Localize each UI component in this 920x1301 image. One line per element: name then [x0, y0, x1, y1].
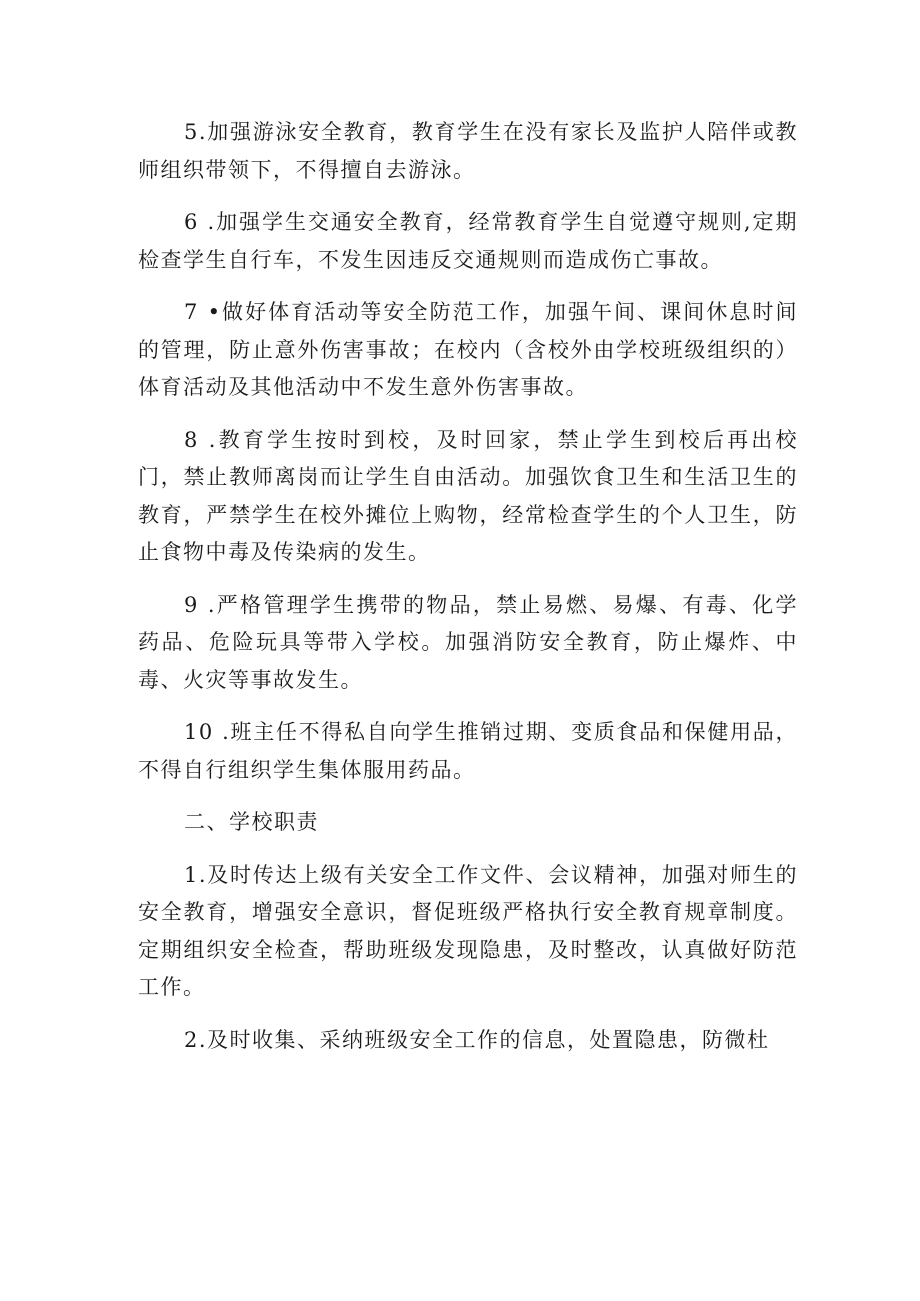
paragraph-safety-information: 2.及时收集、采纳班级安全工作的信息，处置隐患，防微杜 — [184, 1027, 770, 1052]
paragraph-attendance-hygiene: 8 .教育学生按时到校，及时回家，禁止学生到校后再出校门，禁止教师离岗而让学生自由活动。加强饮食卫生和生活卫生的教育，严禁学生在校外摊位上购物，经常检查学生的个人卫生，防止食物中毒及传染病的发生。 — [138, 427, 798, 564]
paragraph-sports-safety: 7 •做好体育活动等安全防范工作，加强午间、课间休息时间的管理，防止意外伤害事故；在校内（含校外由学校班级组织的）体育活动及其他活动中不发生意外伤害事故。 — [138, 300, 798, 399]
paragraph-medication-rules: 10 .班主任不得私自向学生推销过期、变质食品和保健用品，不得自行组织学生集体服用药品。 — [138, 720, 798, 782]
document-body — [138, 114, 798, 1074]
paragraph-hazardous-items: 9 .严格管理学生携带的物品，禁止易燃、易爆、有毒、化学药品、危险玩具等带入学校。加强消防安全教育，防止爆炸、中毒、火灾等事故发生。 — [138, 592, 798, 692]
section-heading-school-duties: 二、学校职责 — [184, 810, 319, 834]
paragraph-traffic-safety: 6 .加强学生交通安全教育，经常教育学生自觉遵守规则,定期检查学生自行车，不发生因违反交通规则而造成伤亡事故。 — [138, 210, 798, 272]
paragraph-safety-documents: 1.及时传达上级有关安全工作文件、会议精神，加强对师生的安全教育，增强安全意识，督促班级严格执行安全教育规章制度。定期组织安全检查，帮助班级发现隐患，及时整改，认真做好防范工作。 — [138, 862, 798, 999]
paragraph-swimming-safety: 5.加强游泳安全教育，教育学生在没有家长及监护人陪伴或教师组织带领下，不得擅自去游泳。 — [138, 120, 798, 182]
